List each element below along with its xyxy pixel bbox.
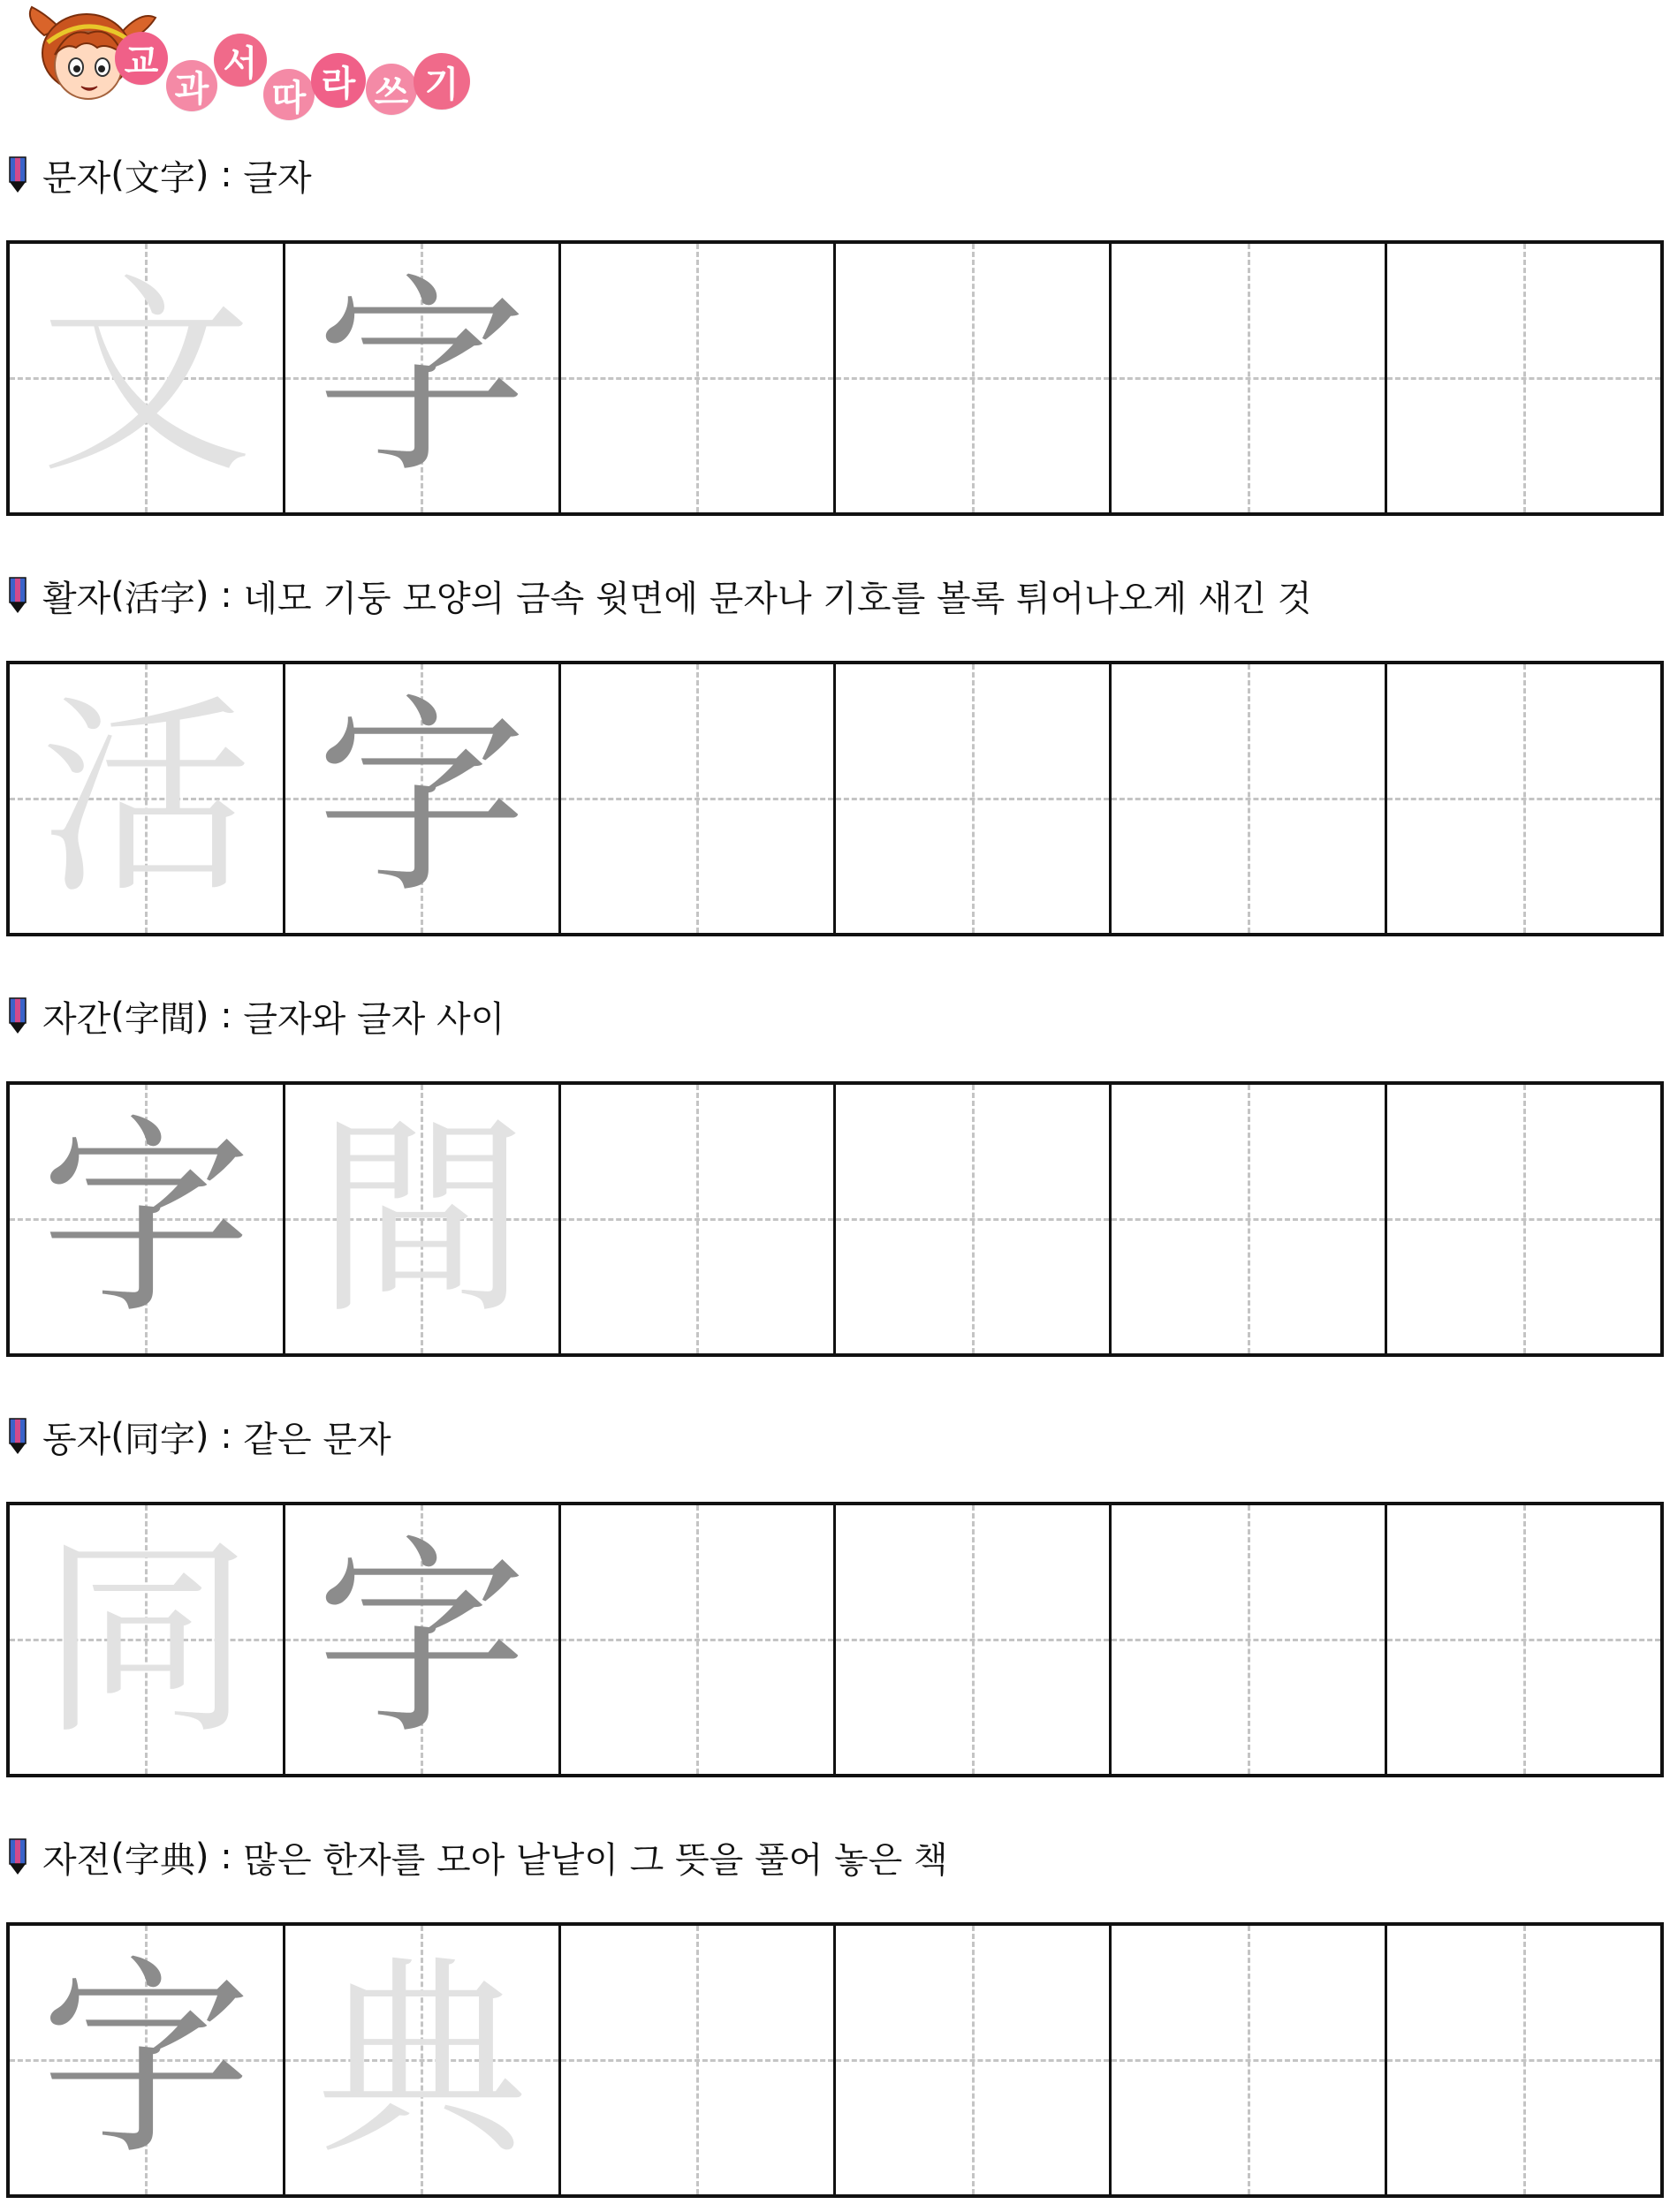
- writing-grid: [6, 1081, 1664, 1357]
- meaning-text: 많은 한자를 모아 낱낱이 그 뜻을 풀어 놓은 책: [243, 1839, 948, 1881]
- example-cell: [283, 1505, 558, 1774]
- paren-open: (: [110, 1837, 125, 1877]
- horizontal-guide-line: [561, 1639, 834, 1641]
- meaning-text: 글자: [243, 157, 312, 199]
- pencil-icon: [7, 996, 28, 1035]
- word-text: 동자: [42, 1419, 111, 1460]
- horizontal-guide-line: [1387, 2059, 1660, 2062]
- paren-close: ): [194, 575, 209, 616]
- title-char: 라: [311, 53, 366, 108]
- word-text: 자전: [42, 1839, 111, 1881]
- meaning-text: 글자와 글자 사이: [243, 998, 505, 1040]
- horizontal-guide-line: [1112, 1639, 1385, 1641]
- practice-cell[interactable]: [833, 664, 1109, 933]
- practice-cell[interactable]: [558, 1926, 834, 2194]
- paren-open: (: [110, 155, 125, 195]
- example-cell: [283, 244, 558, 512]
- practice-cell[interactable]: [833, 244, 1109, 512]
- writing-grid: [6, 1922, 1664, 2198]
- hanja-text: 文字: [124, 157, 195, 199]
- section-label: [7, 991, 505, 1041]
- example-cell: [283, 664, 558, 933]
- horizontal-guide-line: [836, 2059, 1109, 2062]
- meaning-text: 같은 문자: [243, 1419, 391, 1460]
- meaning-text: 네모 기둥 모양의 금속 윗면에 문자나 기호를 볼록 튀어나오게 새긴 것: [243, 578, 1312, 619]
- horizontal-guide-line: [1112, 2059, 1385, 2062]
- worksheet-header: [25, 2, 484, 125]
- writing-grid: [6, 661, 1664, 936]
- section-label: [7, 1832, 948, 1882]
- pencil-icon: [7, 576, 28, 615]
- pencil-icon: [7, 1837, 28, 1876]
- horizontal-guide-line: [1387, 377, 1660, 380]
- colon-sep: :: [209, 155, 244, 195]
- horizontal-guide-line: [1112, 798, 1385, 800]
- paren-open: (: [110, 996, 125, 1036]
- hanja-character: 字: [315, 254, 528, 502]
- horizontal-guide-line: [1387, 798, 1660, 800]
- practice-cell[interactable]: [1385, 244, 1660, 512]
- hanja-text: 活字: [124, 578, 195, 619]
- practice-cell[interactable]: [833, 1926, 1109, 2194]
- hanja-character: 字: [315, 1516, 528, 1763]
- practice-cell[interactable]: [1109, 1505, 1385, 1774]
- example-cell: [10, 1505, 283, 1774]
- hanja-character: 典: [315, 1936, 528, 2184]
- horizontal-guide-line: [561, 1218, 834, 1221]
- practice-cell[interactable]: [558, 664, 834, 933]
- hanja-character: 間: [315, 1095, 528, 1343]
- practice-cell[interactable]: [1109, 1926, 1385, 2194]
- word-text: 문자: [42, 157, 111, 199]
- word-text: 자간: [42, 998, 111, 1040]
- paren-open: (: [110, 575, 125, 616]
- pencil-icon: [7, 155, 28, 194]
- practice-cell[interactable]: [558, 1505, 834, 1774]
- practice-cell[interactable]: [1109, 1085, 1385, 1353]
- hanja-character: 文: [40, 254, 253, 502]
- paren-close: ): [194, 1837, 209, 1877]
- pencil-icon: [7, 1417, 28, 1456]
- example-cell: [10, 1926, 283, 2194]
- example-cell: [10, 244, 283, 512]
- example-cell: [283, 1926, 558, 2194]
- section-label: [7, 150, 312, 200]
- hanja-character: 字: [315, 675, 528, 922]
- example-cell: [10, 1085, 283, 1353]
- horizontal-guide-line: [836, 1639, 1109, 1641]
- example-cell: [10, 664, 283, 933]
- practice-cell[interactable]: [833, 1085, 1109, 1353]
- hanja-character: 字: [40, 1095, 253, 1343]
- paren-close: ): [194, 996, 209, 1036]
- practice-cell[interactable]: [1385, 664, 1660, 933]
- colon-sep: :: [209, 1416, 244, 1457]
- practice-cell[interactable]: [558, 1085, 834, 1353]
- horizontal-guide-line: [1112, 1218, 1385, 1221]
- horizontal-guide-line: [1387, 1218, 1660, 1221]
- practice-cell[interactable]: [1109, 244, 1385, 512]
- title-char: 기: [414, 53, 470, 110]
- section-label: [7, 571, 1311, 620]
- practice-cell[interactable]: [833, 1505, 1109, 1774]
- title-char: 서: [214, 34, 267, 87]
- paren-open: (: [110, 1416, 125, 1457]
- example-cell: [283, 1085, 558, 1353]
- practice-cell[interactable]: [1385, 1085, 1660, 1353]
- hanja-character: 同: [40, 1516, 253, 1763]
- writing-grid: [6, 240, 1664, 516]
- hanja-text: 字間: [124, 998, 195, 1040]
- hanja-character: 活: [40, 675, 253, 922]
- title-char: 과: [166, 60, 217, 111]
- practice-cell[interactable]: [1385, 1505, 1660, 1774]
- horizontal-guide-line: [836, 1218, 1109, 1221]
- practice-cell[interactable]: [558, 244, 834, 512]
- word-text: 활자: [42, 578, 111, 619]
- paren-close: ): [194, 1416, 209, 1457]
- horizontal-guide-line: [1387, 1639, 1660, 1641]
- practice-cell[interactable]: [1109, 664, 1385, 933]
- hanja-character: 字: [40, 1936, 253, 2184]
- horizontal-guide-line: [561, 2059, 834, 2062]
- colon-sep: :: [209, 996, 244, 1036]
- paren-close: ): [194, 155, 209, 195]
- hanja-text: 同字: [124, 1419, 195, 1460]
- horizontal-guide-line: [561, 798, 834, 800]
- title-char: 따: [263, 69, 315, 120]
- practice-cell[interactable]: [1385, 1926, 1660, 2194]
- section-label: [7, 1412, 391, 1461]
- horizontal-guide-line: [836, 377, 1109, 380]
- hanja-text: 字典: [124, 1839, 195, 1881]
- horizontal-guide-line: [1112, 377, 1385, 380]
- colon-sep: :: [209, 1837, 244, 1877]
- colon-sep: :: [209, 575, 244, 616]
- title-char: 쓰: [366, 64, 417, 115]
- writing-grid: [6, 1502, 1664, 1777]
- horizontal-guide-line: [561, 377, 834, 380]
- horizontal-guide-line: [836, 798, 1109, 800]
- title-char: 교: [115, 32, 168, 85]
